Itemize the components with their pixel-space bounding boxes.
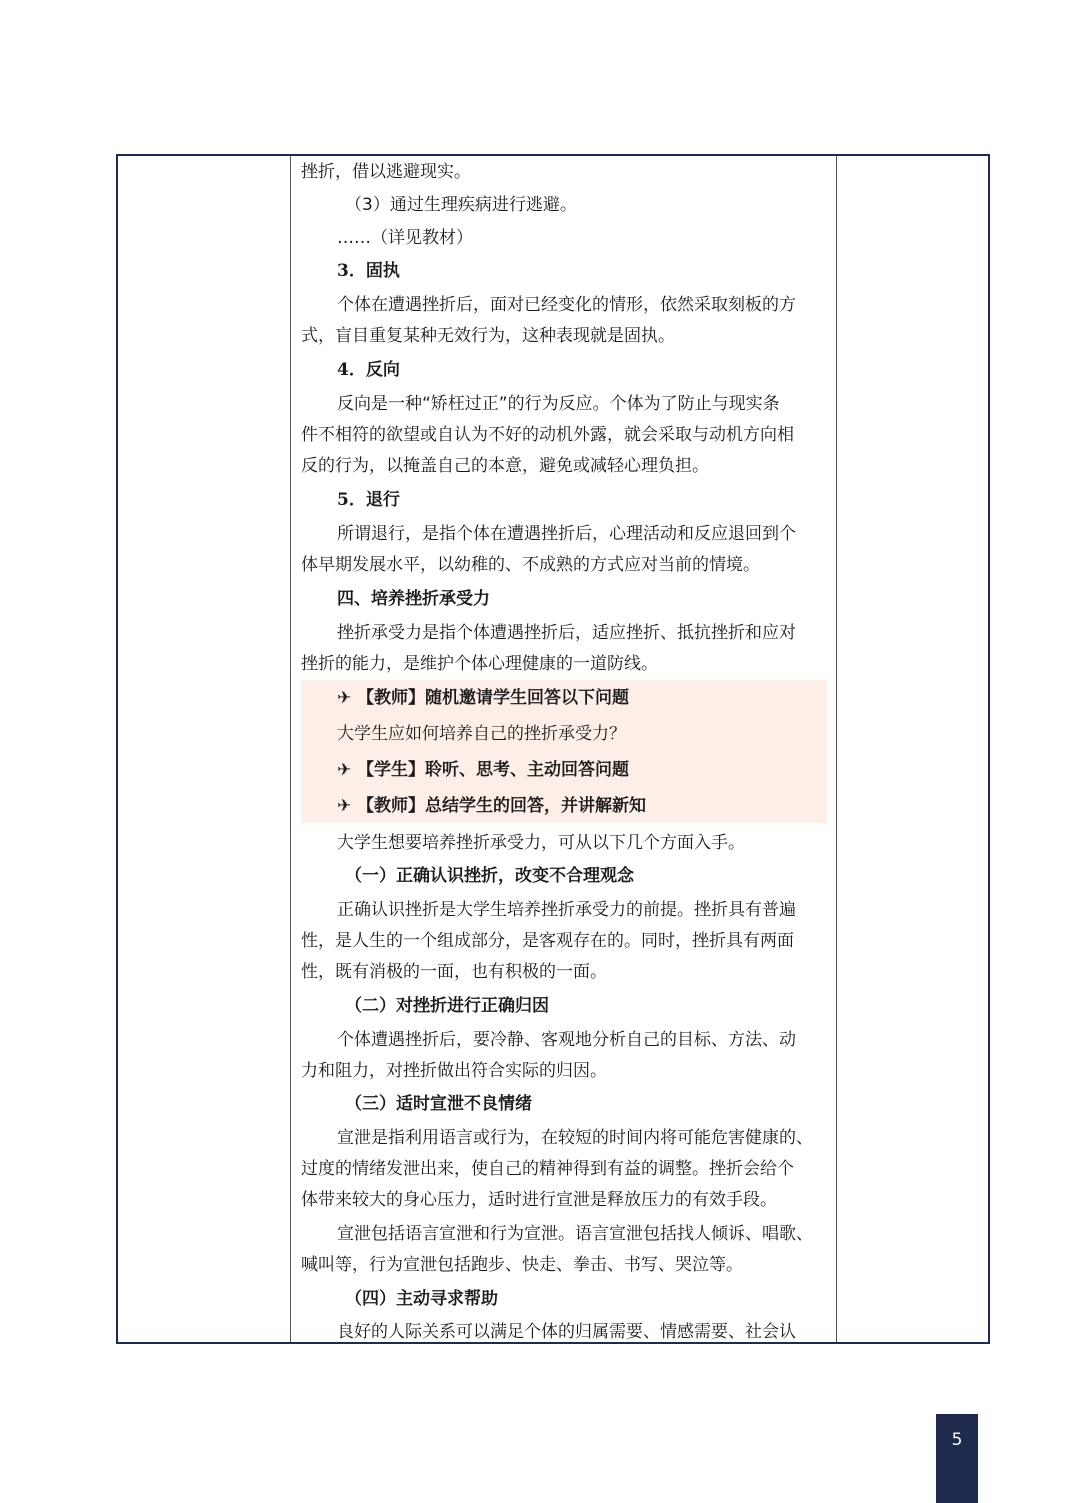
column-divider-left (290, 156, 291, 1342)
text-line: 正确认识挫折是大学生培养挫折承受力的前提。挫折具有普遍 (337, 900, 796, 920)
activity-text: 【教师】随机邀请学生回答以下问题 (357, 688, 629, 708)
airplane-icon: ✈ (337, 688, 352, 708)
text-line: 良好的人际关系可以满足个体的归属需要、情感需要、社会认 (337, 1322, 796, 1342)
airplane-icon: ✈ (337, 796, 352, 816)
airplane-icon: ✈ (337, 760, 352, 780)
text-line: 过度的情绪发泄出来，使自己的精神得到有益的调整。挫折会给个 (301, 1159, 794, 1179)
text-line: 挫折承受力是指个体遭遇挫折后，适应挫折、抵抗挫折和应对 (337, 623, 796, 643)
page-number-badge: 5 (936, 1414, 978, 1503)
text-line: 体早期发展水平，以幼稚的、不成熟的方式应对当前的情境。 (301, 555, 760, 575)
text-line: 宣泄包括语言宣泄和行为宣泄。语言宣泄包括找人倾诉、唱歌、 (337, 1224, 813, 1244)
lesson-table (116, 154, 990, 1344)
text-line: 式，盲目重复某种无效行为，这种表现就是固执。 (301, 326, 675, 346)
subsection-heading: （一）正确认识挫折，改变不合理观念 (345, 866, 634, 886)
section-number: 5． (337, 490, 366, 510)
section-heading-text: 固执 (365, 261, 400, 281)
subsection-heading: （二）对挫折进行正确归因 (345, 996, 549, 1016)
column-divider-right (836, 156, 837, 1342)
section-heading-text: 反向 (365, 360, 400, 380)
text-line: 反的行为，以掩盖自己的本意，避免或减轻心理负担。 (301, 456, 709, 476)
text-line: 反向是一种“矫枉过正”的行为反应。个体为了防止与现实条 (337, 394, 780, 414)
teacher-activity (337, 794, 827, 818)
student-activity (337, 758, 827, 782)
text-line: （3）通过生理疾病进行逃避。 (345, 195, 577, 215)
question-text: 大学生应如何培养自己的挫折承受力？ (337, 724, 626, 744)
text-line: 体带来较大的身心压力，适时进行宣泄是释放压力的有效手段。 (301, 1190, 777, 1210)
text-line: 挫折的能力，是维护个体心理健康的一道防线。 (301, 654, 658, 674)
section-heading-text: 退行 (365, 490, 400, 510)
text-line: 性，既有消极的一面，也有积极的一面。 (301, 962, 607, 982)
subsection-heading: （四）主动寻求帮助 (345, 1289, 498, 1309)
text-line: 个体遭遇挫折后，要冷静、客观地分析自己的目标、方法、动 (337, 1030, 796, 1050)
text-line: ……（详见教材） (337, 228, 473, 248)
activity-text: 【学生】聆听、思考、主动回答问题 (357, 760, 629, 780)
text-line: 大学生想要培养挫折承受力，可从以下几个方面入手。 (337, 833, 745, 853)
teacher-activity (337, 686, 827, 710)
text-line: 力和阻力，对挫折做出符合实际的归因。 (301, 1061, 607, 1081)
section-heading (337, 488, 827, 512)
text-line: 个体在遭遇挫折后，面对已经变化的情形，依然采取刻板的方 (337, 295, 796, 315)
section-heading: 四、培养挫折承受力 (337, 589, 490, 609)
activity-text: 【教师】总结学生的回答，并讲解新知 (357, 796, 646, 816)
section-number: 3． (337, 261, 366, 281)
text-line: 性，是人生的一个组成部分，是客观存在的。同时，挫折具有两面 (301, 931, 794, 951)
text-line: 所谓退行，是指个体在遭遇挫折后，心理活动和反应退回到个 (337, 524, 796, 544)
text-line: 宣泄是指利用语言或行为，在较短的时间内将可能危害健康的、 (337, 1128, 813, 1148)
section-heading (337, 259, 827, 283)
lesson-content (301, 156, 827, 1342)
subsection-heading: （三）适时宣泄不良情绪 (345, 1094, 532, 1114)
text-line: 件不相符的欲望或自认为不好的动机外露，就会采取与动机方向相 (301, 425, 794, 445)
section-number: 4． (337, 360, 366, 380)
text-line: 喊叫等，行为宣泄包括跑步、快走、拳击、书写、哭泣等。 (301, 1255, 743, 1275)
section-heading (337, 358, 827, 382)
text-line: 挫折，借以逃避现实。 (301, 162, 471, 182)
